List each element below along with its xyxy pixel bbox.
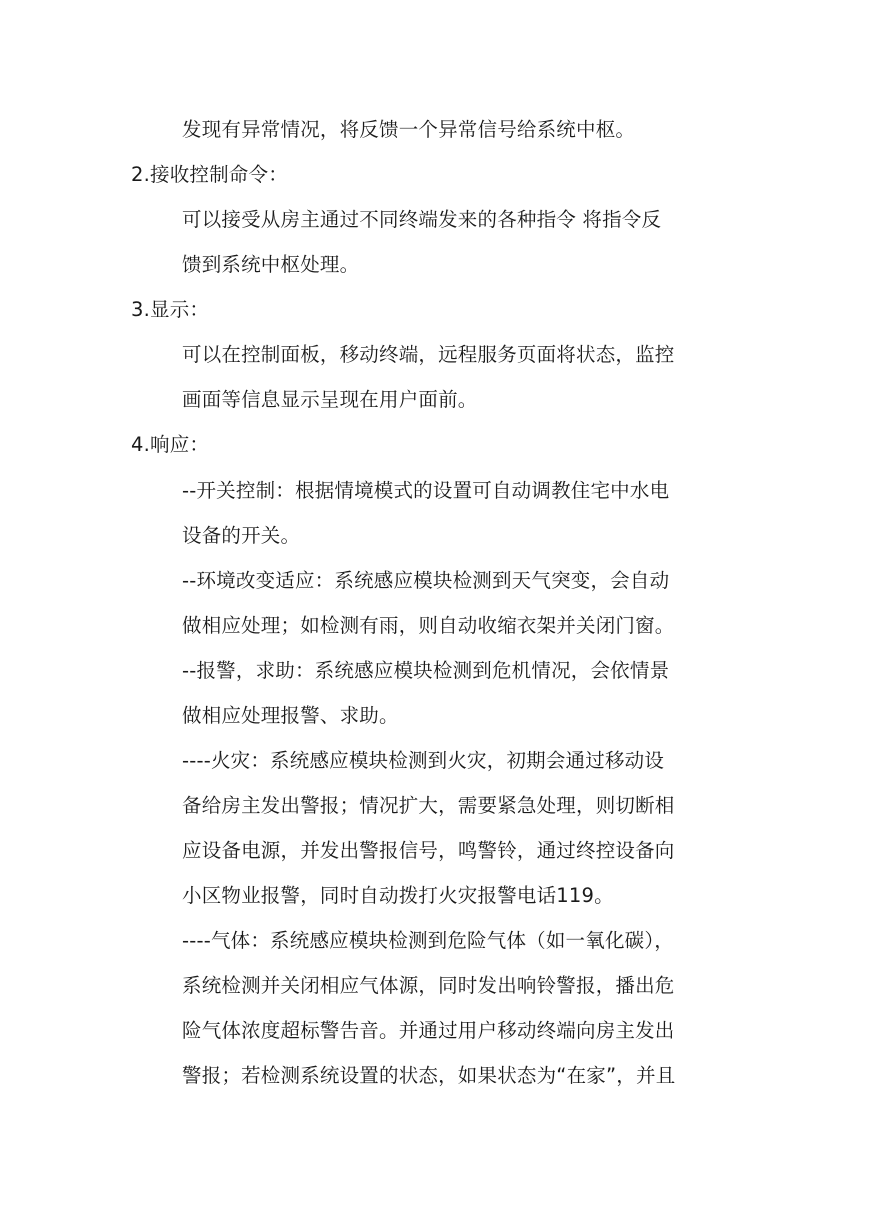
paragraph-line: ----火灾：系统感应模块检测到火灾，初期会通过移动设: [182, 749, 665, 772]
paragraph-line: 馈到系统中枢处理。: [182, 253, 360, 276]
paragraph-line: 警报；若检测系统设置的状态，如果状态为“在家”，并且: [182, 1064, 676, 1087]
paragraph-line: --开关控制：根据情境模式的设置可自动调教住宅中水电: [182, 479, 670, 502]
section-heading-response: 4.响应：: [131, 433, 210, 456]
paragraph-line: ----气体：系统感应模块检测到危险气体（如一氧化碳），: [182, 929, 674, 952]
paragraph-line: 应设备电源，并发出警报信号，鸣警铃，通过终控设备向: [182, 839, 675, 862]
section-heading-display: 3.显示：: [131, 298, 210, 321]
paragraph-line: 画面等信息显示呈现在用户面前。: [182, 388, 478, 411]
paragraph-line: 险气体浓度超标警告音。并通过用户移动终端向房主发出: [182, 1019, 675, 1042]
paragraph-line: 系统检测并关闭相应气体源，同时发出响铃警报，播出危: [182, 974, 675, 997]
section-heading-receive-commands: 2.接收控制命令：: [131, 163, 288, 186]
paragraph-line: 小区物业报警，同时自动拨打火灾报警电话119。: [182, 884, 614, 907]
paragraph-line: --环境改变适应：系统感应模块检测到天气突变，会自动: [182, 569, 670, 592]
paragraph-line: 可以在控制面板，移动终端，远程服务页面将状态，监控: [182, 343, 675, 366]
paragraph-line: --报警，求助：系统感应模块检测到危机情况，会依情景: [182, 659, 670, 682]
paragraph-line: 做相应处理报警、求助。: [182, 704, 399, 727]
paragraph-line: 备给房主发出警报；情况扩大，需要紧急处理，则切断相: [182, 794, 675, 817]
paragraph-line: 可以接受从房主通过不同终端发来的各种指令 将指令反: [182, 208, 662, 231]
paragraph-line: 发现有异常情况，将反馈一个异常信号给系统中枢。: [182, 118, 636, 141]
paragraph-line: 做相应处理；如检测有雨，则自动收缩衣架并关闭门窗。: [182, 614, 675, 637]
paragraph-line: 设备的开关。: [182, 524, 301, 547]
